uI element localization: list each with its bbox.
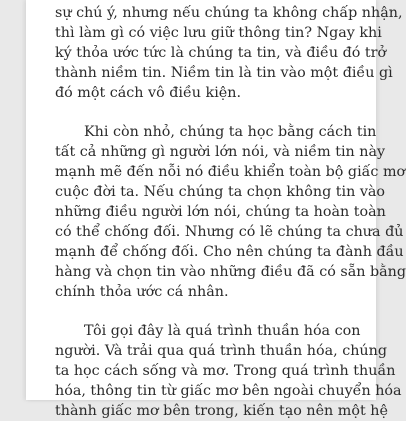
book-page (26, 0, 406, 419)
page-text (55, 3, 406, 421)
text-line: Khi còn nhỏ, chúng ta học bằng cách tin (84, 124, 377, 140)
text-line: sự chú ý, nhưng nếu chúng ta không chấp nhận, (55, 5, 403, 21)
text-line: ta học cách sống và mơ. Trong quá trình thuần (55, 363, 396, 379)
text-line: người. Và trải qua quá trình thuần hóa, chúng (55, 343, 387, 359)
text-line: hàng và chọn tin vào những điều đã có sẵn bằng (55, 264, 406, 280)
text-line: có thể chống đối. Nhưng có lẽ chúng ta chưa đủ (55, 224, 404, 240)
text-line: những điều người lớn nói, chúng ta hoàn toàn (55, 204, 386, 220)
text-line: thành niềm tin. Niềm tin là tin vào một điều gì (55, 65, 393, 81)
text-line: cuộc đời ta. Nếu chúng ta chọn không tin vào (55, 184, 386, 200)
text-line: mạnh để chống đối. Cho nên chúng ta đành đầu (55, 244, 404, 260)
text-line: đó một cách vô điều kiện. (55, 85, 241, 101)
text-line: chính thỏa ước cá nhân. (55, 284, 229, 300)
text-line: thì làm gì có việc lưu giữ thông tin? Ngay khi (55, 25, 382, 41)
paragraph-2 (55, 122, 406, 302)
text-line: tất cả những gì người lớn nói, và niềm tin này (55, 144, 386, 160)
text-line: mạnh mẽ đến nỗi nó điều khiển toàn bộ giấc mơ (55, 164, 406, 180)
text-line: Tôi gọi đây là quá trình thuần hóa con (84, 323, 361, 339)
text-line: thành giấc mơ bên trong, kiến tạo nên một hệ (55, 403, 388, 419)
text-line: ký thỏa ước tức là chúng ta tin, và điều đó trở (55, 45, 387, 61)
paragraph-1 (55, 3, 403, 103)
text-line: hóa, thông tin từ giấc mơ bên ngoài chuyển hóa (55, 383, 402, 399)
paragraph-3 (55, 321, 402, 421)
